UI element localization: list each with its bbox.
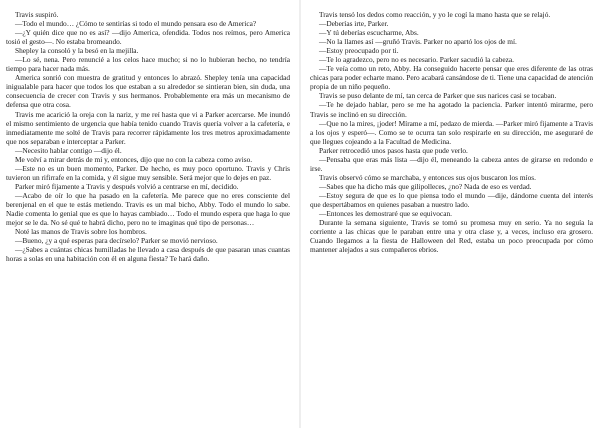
paragraph: Travis suspiró.: [15, 10, 59, 19]
right-page: [310, 10, 593, 422]
paragraph: Travis tensó los dedos como reacción, y yo le cogí la mano hasta que se relajó.: [319, 10, 551, 19]
paragraph: —Te veía como un reto, Abby. Ha conseguido hacerte pensar que eres diferente de las otras chicas para poder echarte mano. Pero acabará cansándose de ti. Tiene una capacidad de atención propia de un niño pequeño.: [310, 64, 594, 92]
paragraph: —Acabo de oír lo que ha pasado en la cafetería. Me parece que no eres consciente del berenjenal en el que te estás metiendo. Travis es un mal bicho, Abby. Todo el mundo lo sabe. Nadie comenta lo genial que es que lo hayas cambiado… Todo el mundo espera que haga lo que mejor se le da. No sé qué te habrá dicho, pero no te imaginas qué tipo de personas…: [6, 190, 290, 228]
paragraph: —Y tú deberías escucharme, Abs.: [319, 28, 419, 38]
paragraph: —No la llames así —gruñó Travis. Parker no apartó los ojos de mí.: [319, 37, 517, 47]
paragraph: —Te lo agradezco, pero no es necesario. Parker sacudió la cabeza.: [319, 55, 515, 65]
paragraph: —Estoy segura de que es lo que piensa todo el mundo —dije, dándome cuenta del interés que despertábamos en quienes pasaban a nuestro lado.: [310, 190, 593, 209]
paragraph: Durante la semana siguiente, Travis se tomó su promesa muy en serio. Ya no seguía la corriente a las chicas que le paraban entre una y otra clase y, a veces, incluso era grosero. Cuando llegamos a la fiesta de Halloween del Red, estaba un poco preocupada por cómo mantener alejados a sus compañeros ebrios.: [310, 218, 593, 255]
paragraph: Parker miró fijamente a Travis y después volvió a centrarse en mí, decidido.: [15, 181, 239, 191]
paragraph: —Este no es un buen momento, Parker. De hecho, es muy poco oportuno. Travis y Chris tuvieron un rifirrafe en la comida, y él sigue muy sensible. Será mejor que lo dejes en paz.: [6, 163, 290, 182]
paragraph: —Te he dejado hablar, pero se me ha agotado la paciencia. Parker intentó mirarme, pero Travis se inclinó en su dirección.: [310, 100, 593, 119]
paragraph: —Sabes que ha dicho más que gilipolleces, ¿no? Nada de eso es verdad.: [319, 181, 532, 191]
paragraph: —Deberías irte, Parker.: [319, 19, 389, 29]
paragraph: —Entonces les demostraré que se equivocan.: [319, 209, 452, 219]
paragraph: America sonrió con muestra de gratitud y entonces lo abrazó. Shepley tenía una capacidad inigualable para hacer que todos los que estaban a su alrededor se sintieran bien, sin duda, una consecuencia de crecer con Travis y sus hermanos. Probablemente era más un mecanismo de defensa que otra cosa.: [6, 73, 290, 110]
paragraph: —¿Y quién dice que no es así? —dijo America, ofendida. Todos nos reímos, pero America tosió el gesto—. No estaba bromeando.: [6, 28, 290, 47]
paragraph: —¿Sabes a cuántas chicas humilladas he llevado a casa después de que pasaran unas cuantas horas a solas en una habitación con él en alguna fiesta? Te hará daño.: [6, 245, 290, 264]
paragraph: —Que no la mires, ¡joder! Mírame a mí, pedazo de mierda. —Parker miró fijamente a Travis a los ojos y esperó—. Como se te ocurra tan solo respirarle en su dirección, me aseguraré de que llegues cojeando a la Facultad de Medicina.: [310, 118, 593, 146]
left-page: [6, 10, 290, 422]
paragraph: —Todo el mundo… ¿Cómo te sentirías si todo el mundo pensara eso de America?: [15, 19, 257, 29]
paragraph: Me volví a mirar detrás de mí y, entonces, dijo que no con la cabeza como aviso.: [15, 154, 253, 164]
paragraph: Travis se puso delante de mí, tan cerca de Parker que sus narices casi se tocaban.: [319, 91, 557, 101]
paragraph: —Bueno, ¿y a qué esperas para decírselo? Parker se movió nervioso.: [15, 236, 218, 246]
paragraph: —Estoy preocupado por ti.: [319, 46, 399, 56]
paragraph: Travis observó cómo se marchaba, y entonces sus ojos buscaron los míos.: [319, 172, 536, 182]
paragraph: Parker retrocedió unos pasos hasta que pude verlo.: [319, 145, 468, 155]
paragraph: Noté las manos de Travis sobre los hombros.: [15, 227, 147, 237]
paragraph: —Necesito hablar contigo —dijo él.: [15, 145, 122, 155]
paragraph: —Lo sé, nena. Pero renuncié a los celos hace mucho; si no lo hubieran hecho, no tendría tiempo para hacer nada más.: [6, 55, 290, 74]
book-gutter: [299, 0, 301, 428]
paragraph: Shepley la consoló y la besó en la mejilla.: [15, 46, 139, 56]
paragraph: Travis me acarició la oreja con la nariz, y me reí hasta que vi a Parker acercarse. Me inundó el mismo sentimiento de urgencia que había tenido cuando Travis quería volver a la cafetería, e inmediatamente me solté de Travis para recorrer rápidamente los tres metros aproximadamente que nos separaban e interceptar a Parker.: [6, 109, 290, 146]
paragraph: —Pensaba que eras más lista —dijo él, meneando la cabeza antes de girarse en redondo e irse.: [310, 154, 593, 173]
